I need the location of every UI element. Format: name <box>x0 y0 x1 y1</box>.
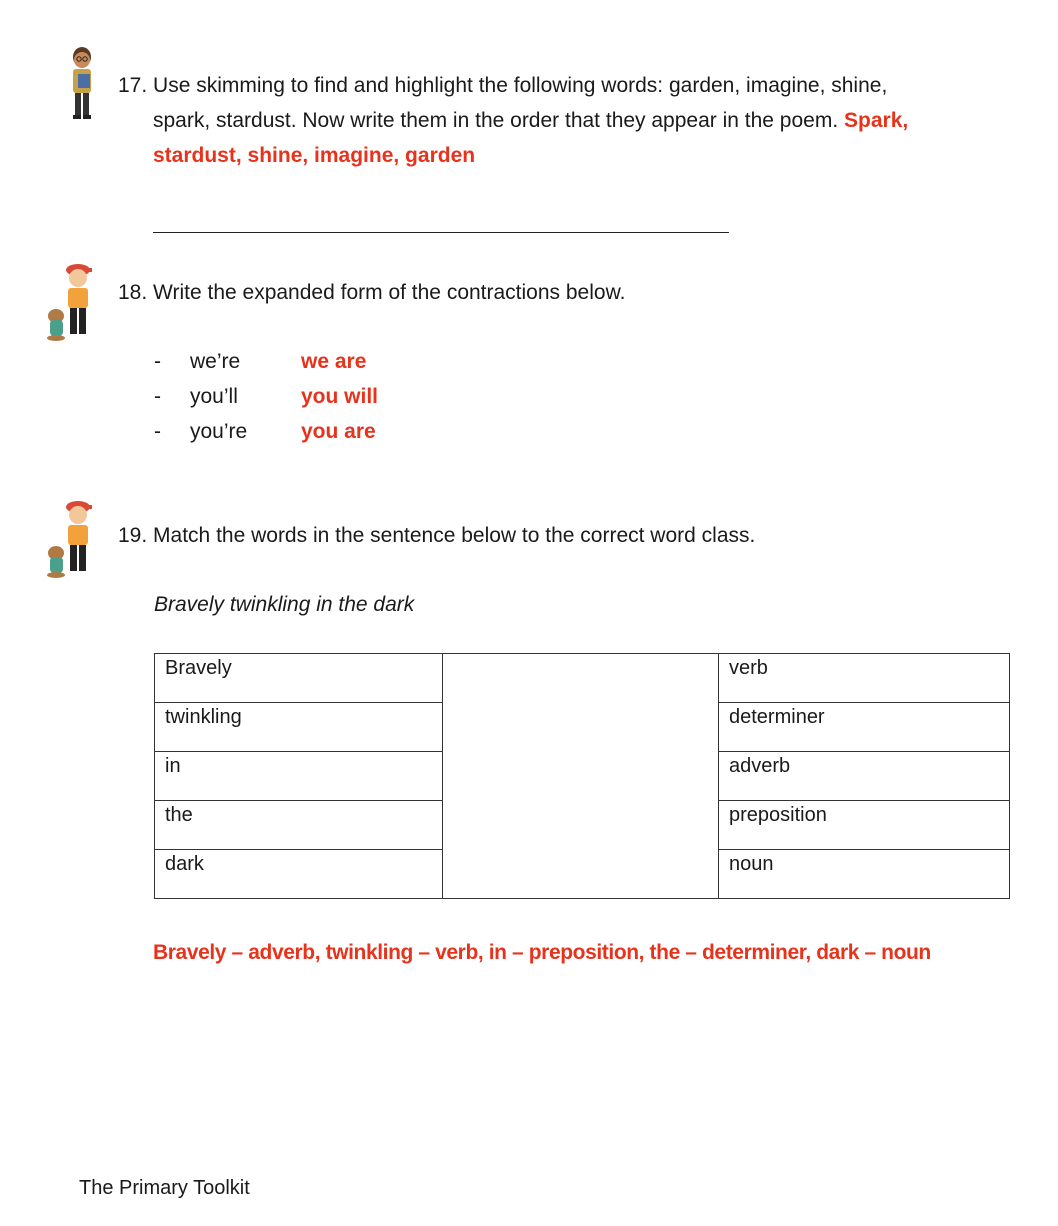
boy-reading-icon <box>62 44 102 139</box>
class-cell: adverb <box>719 752 1010 801</box>
boy-with-dog-icon <box>44 260 100 349</box>
question-19 <box>118 518 755 553</box>
footer-text: The Primary Toolkit <box>79 1177 250 1199</box>
word-class-table <box>154 653 1010 899</box>
question-text: Use skimming to find and highlight the following words: garden, imagine, shine, <box>153 74 888 97</box>
answer-line <box>153 232 729 233</box>
answer-text: you will <box>301 385 379 408</box>
contraction-list <box>154 344 554 454</box>
example-sentence: Bravely twinkling in the dark <box>154 593 415 616</box>
question-text: spark, stardust. Now write them in the order that they appear in the poem. <box>153 109 839 132</box>
question-17 <box>118 68 1018 103</box>
word-cell: Bravely <box>155 654 443 703</box>
boy-with-dog-icon <box>44 497 100 586</box>
contraction-word: we’re <box>190 350 241 373</box>
contraction-word: you’re <box>190 420 248 443</box>
dash-bullet: - <box>154 420 161 443</box>
answer-text: Bravely – adverb, twinkling – verb, in – preposition, the – determiner, dark – noun <box>153 941 931 964</box>
contraction-word: you’ll <box>190 385 238 408</box>
question-text: Write the expanded form of the contractions below. <box>153 281 626 304</box>
class-cell: noun <box>719 850 1010 899</box>
class-cell: determiner <box>719 703 1010 752</box>
question-17-line2 <box>153 103 1033 138</box>
class-cell: preposition <box>719 801 1010 850</box>
answer-text: Spark, <box>844 109 909 132</box>
question-number: 17. <box>118 74 148 97</box>
word-cell: the <box>155 801 443 850</box>
answer-text: you are <box>301 420 376 443</box>
dash-bullet: - <box>154 350 161 373</box>
dash-bullet: - <box>154 385 161 408</box>
question-number: 18. <box>118 281 148 304</box>
list-item <box>154 344 554 379</box>
question-text: Match the words in the sentence below to the correct word class. <box>153 524 756 547</box>
table-row <box>155 654 1010 703</box>
answer-text: we are <box>301 350 367 373</box>
question-18 <box>118 275 625 310</box>
word-cell: dark <box>155 850 443 899</box>
matching-space <box>443 654 719 899</box>
list-item <box>154 379 554 414</box>
question-number: 19. <box>118 524 148 547</box>
answer-text: stardust, shine, imagine, garden <box>153 144 476 167</box>
word-cell: in <box>155 752 443 801</box>
word-cell: twinkling <box>155 703 443 752</box>
class-cell: verb <box>719 654 1010 703</box>
list-item <box>154 414 554 449</box>
